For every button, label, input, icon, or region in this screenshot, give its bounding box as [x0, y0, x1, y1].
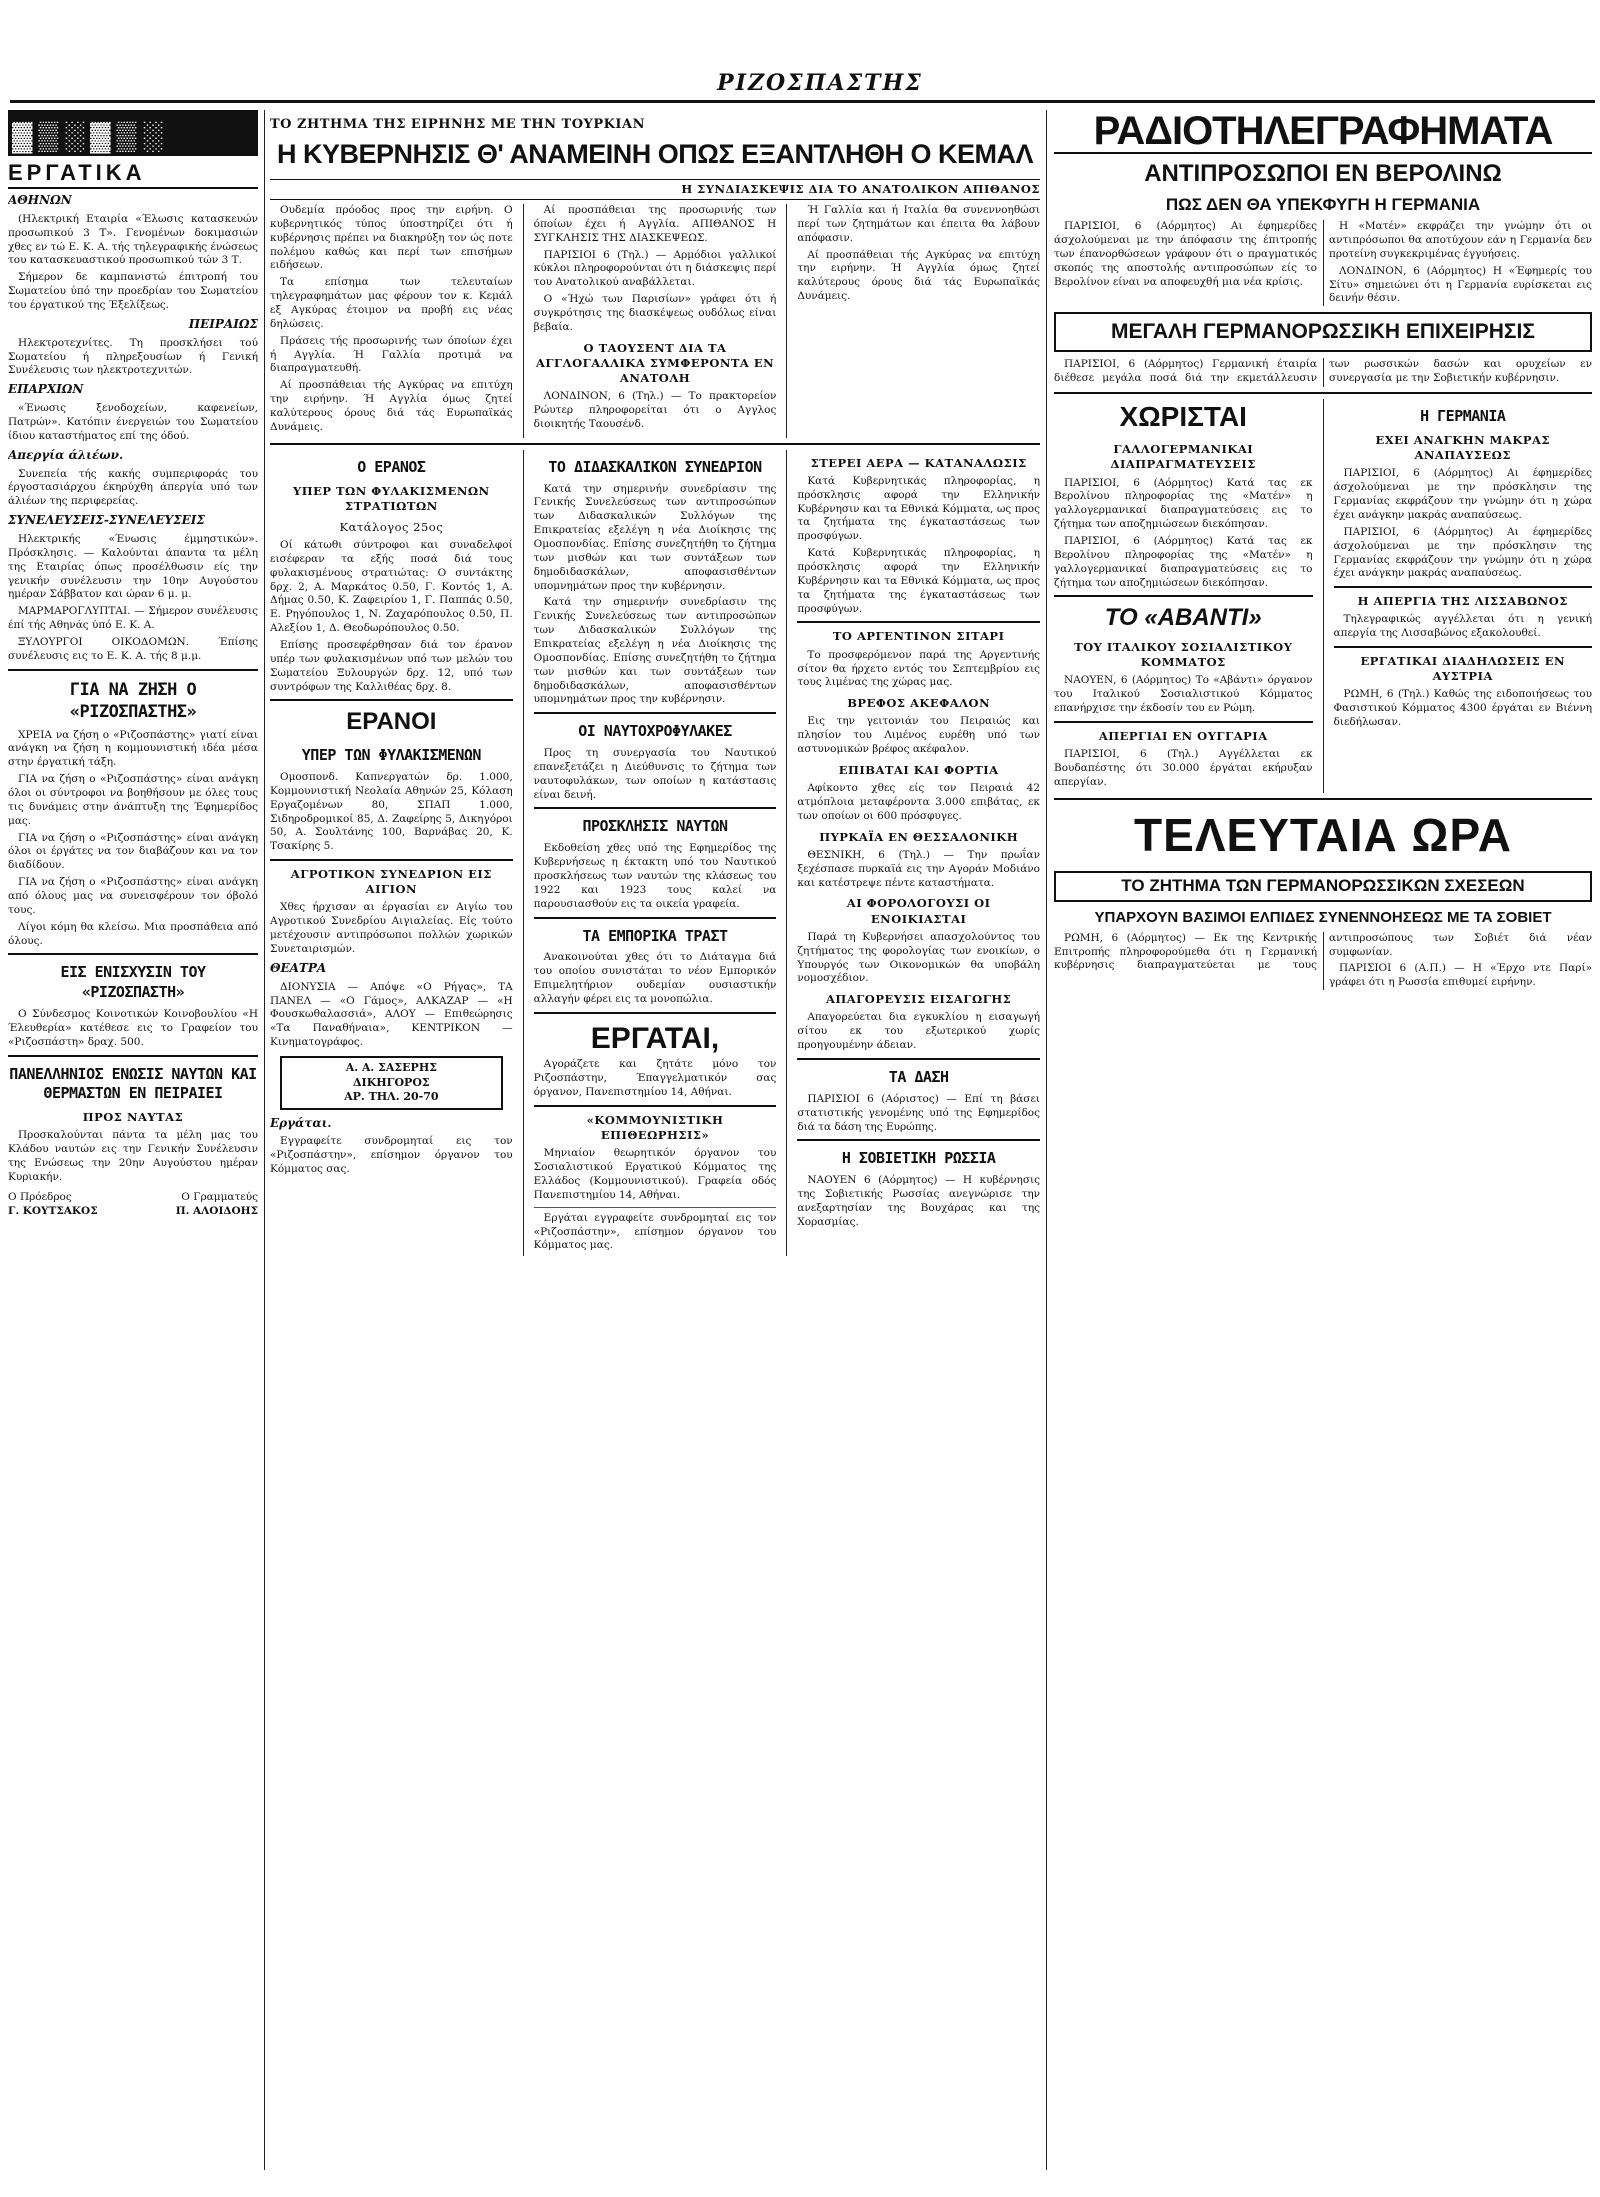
main-kicker: ΤΟ ΖΗΤΗΜΑ ΤΗΣ ΕΙΡΗΝΗΣ ΜΕ ΤΗΝ ΤΟΥΡΚΙΑΝ [270, 117, 645, 132]
eranos-text-2: Επίσης προσεφέρθησαν διά τον έρανον υπέρ των φυλακισμένων υπό των μελών του Σωματείου Ξυλουργών δρχ. 12, υπό των συντρόφων της Καλλιθέας δρχ. 8. [270, 639, 513, 693]
emporiki-title: ΤΑ ΕΜΠΟΡΙΚΑ ΤΡΑΣΤ [582, 926, 728, 945]
column-ergatika [8, 110, 258, 2180]
gia-text-5: Λίγοι κόμη θα κλείσω. Μια προσπάθεια από όλους. [8, 920, 258, 947]
athinon-text-2: Σήμερον δε καμπανιστώ έπιτροπή του Σωματείου ύπό την προεδρίαν του Σωματείου του έργατικού της Έξελίξεως. [8, 271, 258, 312]
column-rule [1046, 110, 1047, 2170]
panellinios-sub: ΠΡΟΣ ΝΑΥΤΑΣ [82, 1110, 184, 1125]
teleutaia-text-2: ΠΑΡΙΣΙΟΙ 6 (Α.Π.) — Η «Έρχο ντε Παρί» γράφει ότι η Ρωσσία επιθυμεί ειρήνην. [1329, 962, 1592, 989]
teleutaia-sub: ΤΟ ΖΗΤΗΜΑ ΤΩΝ ΓΕΡΜΑΝΟΡΩΣΣΙΚΩΝ ΣΧΕΣΕΩΝ [1121, 876, 1525, 896]
eranos-text: Οί κάτωθι σύντροφοι και συναδελφοί εισέφεραν τα εξής ποσά διά τους φυλακισμένους στρατιώτας: Ο συντάκτης δρχ. 2, Α. Μαρκάτος 0.50, Γ. Κοντός 1, Α. Δήμας 0.50, Κ. Ζαφειρίου 1, Γ. Παππάς 0.50, Ε. Ρηγόπουλος 1, Ν. Ζαχαρόπουλος 0.50, Π. Αλεξίου 1, Δ. Θεοδωρόπουλος 0.50. [270, 539, 513, 635]
divider [1334, 646, 1593, 648]
pyrkagia-title: ΠΥΡΚΑΪΑ ΕΝ ΘΕΣΣΑΛΟΝΙΚΗ [819, 829, 1019, 844]
eparxion-text: «Ένωσις ξενοδοχείων, καφενείων, Πατρών». Κατόπιν ένεργειών του Σωματείου ίδιου καταστήματος επί της όδού. [8, 402, 258, 442]
lead-h: Ή Γαλλία και ή Ιταλία θα συνεννοηθώσι περί των ζητημάτων και έπειτα θα λάβουν απόφασιν. [797, 203, 1040, 244]
teleutaia-box [1054, 871, 1592, 901]
signature-right [176, 1191, 258, 1219]
column-radiotilegrafimata [1054, 110, 1592, 2180]
apergia-label: Απεργία άλιέων. [8, 447, 124, 462]
divider [1054, 798, 1592, 800]
lead-d: Ο «Ήχώ των Παρισίων» γράφει ότι ή συγκρότησις της διασκέψεως ουδόλως είναι βεβαία. [533, 293, 777, 333]
apergia-ouggaria-text: ΠΑΡΙΣΙΟΙ, 6 (Τηλ.) Αγγέλλεται εκ Βουδαπέστης ότι 30.000 έργάται εκήρυξαν απεργίαν. [1054, 748, 1313, 788]
peiraios-text: Ηλεκτροτεχνίτες. Τη προσκλήσει τού Σωματείου ή πληρεξουσίων ή Γενική Συνέλευσις των ηλεκτροτεχνιτών. [8, 336, 258, 377]
gia-na-zisi-headline: ΓΙΑ ΝΑ ΖΗΣΗ Ο «ΡΙΖΟΣΠΑΣΤΗΣ» [69, 679, 197, 723]
syneleuseis-label: ΣΥΝΕΛΕΥΣΕΙΣ-ΣΥΝΕΛΕΥΣΕΙΣ [8, 513, 205, 528]
divider [797, 1058, 1040, 1060]
divider [8, 1055, 258, 1057]
ergatai-label: Εργάται. [270, 1115, 332, 1130]
ergatikai-text: ΡΩΜΗ, 6 (Τηλ.) Καθώς της ειδοποιήσεως του Φασιστικού Κόμματος 4300 έργάται εν Βιέννη διεδήλωσαν. [1333, 688, 1592, 729]
subcol-syndesmos [534, 450, 777, 1257]
column-rule [523, 450, 524, 1257]
germania-text: ΠΑΡΙΣΙΟΙ, 6 (Αόρμητος) Αι έφημερίδες άσχολούμεναι με την πρόσκλησιν της Γερμανίας εκφράζουν την γνώμην ότι η χώρα έχει ανάγκην μακράς αναπαύσεως. [1333, 467, 1592, 521]
teleutaia-story [1054, 932, 1592, 990]
epivatai-text: Αφίκοντο χθες είς τον Πειραιά 42 ατμόπλοια μεταφέροντα 3.000 επιβάτας, εκ των οποίων οι 600 πρόσφυγες. [797, 782, 1040, 822]
germania-text-2: ΠΑΡΙΣΙΟΙ, 6 (Αόρμητος) Αι έφημερίδες άσχολούμεναι με την πρόσκλησιν της Γερμανίας εκφράζουν την γνώμην ότι η χώρα έχει ανάγκην μακράς αναπαύσεως. [1333, 525, 1592, 580]
nautoxr-text: Προς τη συνεργασία του Ναυτικού επανεξετάζει η Διεύθυνσις το ζήτημα των ναυτοφυλάκων, των οποίων η κατάστασις είναι δεινή. [533, 747, 777, 801]
syndesmos-text-2: Κατά την σημερινήν συνεδρίασιν της Γενικής Συνελεύσεως των αντιπροσώπων των Διδασκαλικών Συλλόγων της Επικρατείας εξελέγη η νέα Διοίκησις της Ομοσπονδίας. Επίσης συνεζητήθη το ζήτημα των μισθών και των συντάξεων των δημοδιδασκάλων, αποφασισθέντων υπομνημάτων προς την κυβέρνησιν. [533, 596, 777, 706]
ergatai-foot: Εργάται εγγραφείτε συνδρομηταί εις τον «Ριζοσπάστην», επίσημον όργανον του Κόμματος μας. [533, 1211, 777, 1252]
ergatai-big-title: ΕΡΓΑΤΑΙ, [590, 1021, 720, 1055]
berlin-text: ΠΑΡΙΣΙΟΙ, 6 (Αόρμητος) Αι έφημερίδες άσχολούμεναι με την άπόφασιν της έπιτροπής των έπανορθώσεων γράφουν ότι ο πραγματικός σκοπός της αποστολής αντιπροσώπων είς το Βερολίνον είναι να αποφευχθή μια νέα κρίσις. [1054, 220, 1317, 288]
apergia-ouggaria-title: ΑΠΕΡΓΙΑΙ ΕΝ ΟΥΓΓΑΡΙΑ [1098, 728, 1268, 743]
theatra-text: ΔΙΟΝΥΣΙΑ — Απόψε «Ο Ρήγας», ΤΑ ΠΑΝΕΛ — «Ο Γάμος», ΑΛΚΑΖΑΡ — «Η Φουσκωθαλασσιά», ΑΛΟΥ — Επιθεώρησις «Τα Παναθήναια», ΚΕΝΤΡΙΚΟΝ — Κινηματογράφος. [270, 980, 513, 1049]
megali-story [1054, 358, 1592, 387]
syneleuseis-text: Ηλεκτρικής «Ένωσις έμμηστικών». Πρόσκλησις. — Καλούνται άπαντα τα μέλη της Εταιρίας όπως προσέλθωσιν είς την γενικήν συνέλευσιν την 10ην Αυγούστου ημέραν Σάββατον και ώραν 6 μ. μ. [8, 532, 258, 601]
argentinon-title: ΤΟ ΑΡΓΕΝΤΙΝΟΝ ΣΙΤΑΡΙ [832, 629, 1005, 644]
agrotikon-text: Χθες ήρχισαν αι έργασίαι εν Αιγίω του Αγροτικού Συνεδρίου Αιγιαλείας. Είς τούτο μετέχουσιν αντιπρόσωποι πολλών χωρικών Συνεταιρισμών. [270, 901, 513, 956]
xoristai-text-2: ΠΑΡΙΣΙΟΙ, 6 (Αόρμητος) Κατά τας εκ Βερολίνου πληροφορίας της «Ματέν» η γαλλογερμανικαί διαπραγματεύσεις εις το ζήτημα των αποζημιώσεων διεκόπησαν. [1054, 534, 1313, 589]
divider [534, 1207, 777, 1208]
eranoi-title: ΕΡΑΝΟΙ [346, 708, 437, 736]
main-subhead: Η ΣΥΝΔΙΑΣΚΕΨΙΣ ΔΙΑ ΤΟ ΑΝΑΤΟΛΙΚΟΝ ΑΠΙΘΑΝΟΣ [270, 179, 1040, 200]
eranoi-sub: ΥΠΕΡ ΤΩΝ ΦΥΛΑΚΙΣΜΕΝΩΝ [301, 746, 481, 765]
kommounistiki-text: Μηνιαίον θεωρητικόν όργανον του Σοσιαλιστικού Εργατικού Κόμματος της Ελλάδος (Κομμουνιστικού). Γραφεία οδός Πανεπιστημίου 14, Αθήναι. [533, 1147, 777, 1201]
column-rule [786, 204, 787, 438]
lead-f: Πράσεις τής προσωρινής των όποίων έχει ή Αγγλία. Ή Γαλλία προτιμά να διαπραγματευθή. [270, 334, 513, 375]
syndesmos-text: Κατά την σημερινήν συνεδρίασιν της Γενικής Συνελεύσεως των αντιπροσώπων των Διδασκαλικών Συλλόγων της Επικρατείας εξελέγη η νέα Διοίκησις της Ομοσπονδίας. Επίσης συνεζητήθη το ζήτημα των μισθών και των συντάξεων των δημοδιδασκάλων, αποφασισθέντων υπομνημάτων προς την κυβέρνησιν. [533, 482, 777, 592]
foroloyisis-text: Παρά τη Κυβερνήσει απασχολούντος του ζητήματος της φορολογίας των ενοικίων, ο Υπουργός των Οικονομικών θα υποβάλη νομοσχέδιον. [797, 930, 1040, 985]
divider [8, 953, 258, 955]
panellinios-text: Προσκαλούνται πάντα τα μέλη μας του Κλάδου ναυτών εις την Γενικήν Συνέλευσιν της Ενώσεως την 20ην Αυγούστου ημέραν Κυριακήν. [8, 1129, 258, 1183]
signature-left-role: Ο Πρόεδρος [8, 1190, 72, 1203]
abanti-title: ΤΟ «ΑΒΑΝΤΙ» [1104, 604, 1262, 632]
prosklisis-title: ΠΡΟΣΚΛΗΣΙΣ ΝΑΥΤΩΝ [582, 817, 728, 836]
ergatai-text: Εγγραφείτε συνδρομηταί εις τον «Ριζοσπάστην», επίσημον όργανον του Κόμματος σας. [270, 1135, 513, 1176]
sovietiki-title: Η ΣΟΒΙΕΤΙΚΗ ΡΩΣΣΙΑ [841, 1149, 996, 1168]
lead-e2: ΛΟΝΔΙΝΟΝ, 6 (Τηλ.) — Το πρακτορείον Ρώυτερ πληροφορείται ότι ο Αγγλος διοικητής Ταουσένδ. [533, 390, 777, 430]
enisxysi-text: Ο Σύνδεσμος Κοινοτικών Κοινοβουλίου «Η Έλευθερία» κατέθεσε εις το Γραφείον του «Ριζοσπάστη» δραχ. 500. [8, 1008, 258, 1048]
pyrkagia-text: ΘΕΣΝΙΚΗ, 6 (Τηλ.) — Την πρωΐαν ξεχέσπασε πυρκαϊά εις την Αγοράν Μοδιάνο και κατέστρεψε πέντε καταστήματα. [797, 848, 1040, 889]
lead-col-b [534, 204, 777, 438]
divider [8, 669, 258, 671]
signature-right-name: Π. ΑΛΟΙΔΟΗΣ [175, 1204, 258, 1217]
theatra-label: ΘΕΑΤΡΑ [270, 960, 327, 975]
ad-role: ΔΙΚΗΓΟΡΟΣ [353, 1075, 430, 1089]
eranos-sub: ΥΠΕΡ ΤΩΝ ΦΥΛΑΚΙΣΜΕΝΩΝ ΣΤΡΑΤΙΩΤΩΝ [293, 483, 490, 513]
lead-col-a [270, 204, 513, 438]
column-rule [1323, 399, 1324, 793]
divider [797, 621, 1040, 623]
gia-text-2: ΓΙΑ να ζήση ο «Ριζοσπάστης» είναι ανάγκη όλοι οι σύντροφοι να βοηθήσουν με όλες τους τις δυνάμεις στην άνάπτυξη της Έφημερίδος μας. [8, 773, 258, 827]
lead-b: Τα επίσημα των τελευταίων τηλεγραφημάτων μας φέρουν τον κ. Κεμάλ εξ Αγκύρας έτοιμον να προβή εις νέας δηλώσεις. [270, 276, 513, 330]
berlin-text-3: ΛΟΝΔΙΝΟΝ, 6 (Αόρμητος) Η «Έφημερίς του Σίτυ» σημειώνει ότι η Γερμανία ευρίσκεται εις δεινήν θέσιν. [1329, 264, 1592, 305]
apergia-thess-title: Η ΑΠΕΡΓΙΑ ΤΗΣ ΛΙΣΣΑΒΩΝΟΣ [1357, 594, 1568, 609]
lawyer-ad [280, 1056, 503, 1110]
main-lead-columns [270, 204, 1040, 438]
germania-title: Η ΓΕΡΜΑΝΙΑ [1420, 407, 1506, 426]
apergia-text: Συνεπεία τής κακής συμπεριφοράς του έργοστασιάρχου έκηρύχθη άπεργία υπό των άλιέων της περιφερείας. [8, 467, 258, 508]
sterei-text-2: Κατά Κυβερνητικάς πληροφορίας, η πρόσκλησις αφορά την Ελληνικήν Κυβέρνησιν και τα Εθνικά Κόμματα, ως προς τα ζητήματα της έγκαταστάσεως των προσφύγων. [797, 547, 1040, 615]
column-main [270, 110, 1040, 2180]
lead-c: Αί προσπάθειαι της προσωρινής των όποίων έχει ή Αγγλία. ΑΠΙΘΑΝΟΣ Η ΣΥΓΚΛΗΣΙΣ ΤΗΣ ΔΙΑΣΚΕΨΕΩΣ. [533, 203, 777, 244]
peiraios-label: ΠΕΙΡΑΙΩΣ [188, 316, 258, 331]
eranoi-text: Ομοσπονδ. Καπνεργατών δρ. 1.000, Κομμουνιστική Νεολαία Αθηνών 25, Κόλαση Εργαζομένων 80, ΣΠΑΠ 1.000, Σιδηροδρομικοί 85, Δ. Ζαφείρης 5, Δικηγόροι 50, Α. Σουλτάνης 100, Βαρνάβας 20, Κ. Τσακίρης 5. [270, 770, 513, 853]
eranos-title: Ο ΕΡΑΝΟΣ [357, 457, 426, 476]
eranos-list-label: Κατάλογος 25ος [339, 519, 444, 534]
lead-col-c [797, 204, 1040, 438]
col4-right [1334, 399, 1593, 793]
syndesmos-title: ΤΟ ΔΙΔΑΣΚΑΛΙΚΟΝ ΣΥΝΕΔΡΙΟΝ [548, 457, 762, 476]
xoristai-sub: ΓΑΛΛΟΓΕΡΜΑΝΙΚΑΙ ΔΙΑΠΡΑΓΜΑΤΕΥΣΕΙΣ [1110, 442, 1256, 472]
athinon-label: ΑΘΗΝΩΝ [8, 193, 72, 208]
lead-g-2: Αί προσπάθειαι τής Αγκύρας να επιτύχη την ειρήνην. Ή Αγγλία όμως ζητεί καλύτερους όρους διά τάς Ευρωπαϊκάς Δυνάμεις. [797, 248, 1040, 303]
radiotel-sub2: ΠΩΣ ΔΕΝ ΘΑ ΥΠΕΚΦΥΓΗ Η ΓΕΡΜΑΝΙΑ [1165, 194, 1481, 214]
masthead-title: ΡΙΖΟΣΠΑΣΤΗΣ [717, 70, 923, 96]
lead-c2: ΠΑΡΙΣΙΟΙ 6 (Τηλ.) — Αρμόδιοι γαλλικοί κύκλοι πληροφορούνται ότι η διάσκεψις περί του Ανατολικού αναβάλλεται. [533, 248, 777, 289]
argentinon-text: Το προσφερόμενον παρά της Αργεντινής σίτον θα ήρχετο εντός του Σεπτεμβρίου εις τους λιμένας της χώρας μας. [797, 648, 1040, 689]
prosklisis-text: Εκδοθείση χθες υπό της Εφημερίδος της Κυβερνήσεως η έκτακτη υπό του Ναυτικού προσκλήσεως των ναυτών της κλάσεως του 1922 και 1923 τους καλεί να παρουσιασθούν εις τα οικεία γραφεία. [533, 842, 777, 910]
apagoreusis-text: Απαγορεύεται δια εγκυκλίου η εισαγωγή σίτου εκ του εξωτερικού χωρίς προηγουμένην άδειαν. [797, 1011, 1040, 1052]
ad-addr: ΑΡ. ΤΗΛ. 20-70 [344, 1090, 439, 1104]
emporiki-text: Ανακοινούται χθες ότι το Διάταγμα διά του οποίου συνιστάται το νέον Εμπορικόν Επιμελητήριον ουδεμίαν ουσιαστικήν αλλαγήν φέρει εις τα μονοπώλια. [533, 951, 777, 1005]
divider [1054, 392, 1592, 394]
germania-sub: ΕΧΕΙ ΑΝΑΓΚΗΝ ΜΑΚΡΑΣ ΑΝΑΠΑΥΣΕΩΣ [1375, 433, 1551, 463]
signatures [8, 1191, 258, 1219]
divider [534, 1012, 777, 1014]
marmaroglyptai-text: ΜΑΡΜΑΡΟΓΛΥΠΤΑΙ. — Σήμερον συνέλευσις έπί τής Αθηνάς ύπό Ε. Κ. Α. [8, 605, 258, 632]
apergia-thess-text: Τηλεγραφικώς αγγέλλεται ότι η γενική απεργία της Λισσαβώνος εξακολουθεί. [1333, 613, 1592, 640]
dasi-text: ΠΑΡΙΣΙΟΙ 6 (Αόριστος) — Επί τη βάσει στατιστικής γενομένης υπό της Εφημερίδος διά τα δάση της Ευρώπης. [797, 1092, 1040, 1133]
sterei-title: ΣΤΕΡΕΙ ΑΕΡΑ — ΚΑΤΑΝΑΛΩΣΙΣ [810, 455, 1027, 470]
column-rule [264, 110, 265, 2170]
ergatai-big-text: Αγοράζετε και ζητάτε μόνο τον Ριζοσπάστην, Έπαγγελματικόν σας όργανον, Πανεπιστημίου 14, Αθήναι. [533, 1058, 777, 1099]
divider [1054, 595, 1313, 597]
gia-text-4: ΓΙΑ να ζήση ο «Ριζοσπάστης» είναι ανάγκη από όλους μας να συνεισφέρουν τον όβολό τους. [8, 876, 258, 916]
lower-columns [270, 450, 1040, 1257]
eparxion-label: ΕΠΑΡΧΙΩΝ [8, 382, 84, 397]
masthead-rule [10, 100, 1595, 103]
divider [270, 443, 1040, 445]
lead-a: Ουδεμία πρόοδος προς την ειρήνη. Ο κυβερνητικός τύπος ύποστηρίζει ότι ή κυβέρνησις πρέπει να διακηρύξη τον ώς ποτε πολέμου καθώς και περί των επισήμων ειδήσεων. [270, 203, 513, 272]
logo-art-icon: ▓▒░▓▒░ [12, 120, 169, 151]
column-rule [523, 204, 524, 438]
signature-right-role: Ο Γραμματεύς [181, 1190, 258, 1203]
kommounistiki-title: «ΚΟΜΜΟΥΝΙΣΤΙΚΗ ΕΠΙΘΕΩΡΗΣΙΣ» [586, 1112, 724, 1143]
divider [534, 917, 777, 919]
nautoxr-title: ΟΙ ΝΑΥΤΟΧΡΟΦΥΛΑΚΕΣ [578, 722, 732, 741]
xoristai-title: ΧΩΡΙΣΤΑΙ [1119, 401, 1247, 433]
divider [534, 1105, 777, 1107]
prefos-title: ΒΡΕΦΟΣ ΑΚΕΦΑΛΟΝ [847, 696, 991, 711]
subcol-eranos [270, 450, 513, 1257]
divider [270, 859, 513, 861]
main-headline: Η ΚΥΒΕΡΝΗΣΙΣ Θ' ΑΝΑΜΕΙΝΗ ΟΠΩΣ ΕΞΑΝΤΛΗΘΗ Ο ΚΕΜΑΛ [276, 139, 1034, 170]
abanti-text: ΝΑΟΥΕΝ, 6 (Αόρμητος) Το «Αβάντι» όργανον του Ιταλικού Σοσιαλιστικού Κόμματος επανήρχισε την έκδοσίν του εν Ρώμη. [1054, 674, 1313, 715]
megali-box [1054, 312, 1592, 352]
lead-e: Ο ΤΑΟΥΣΕΝΤ ΔΙΑ ΤΑ ΑΓΓΛΟΓΑΛΛΙΚΑ ΣΥΜΦΕΡΟΝΤΑ ΕΝ ΑΝΑΤΟΛΗ [535, 340, 775, 386]
xoristai-text: ΠΑΡΙΣΙΟΙ, 6 (Αόρμητος) Κατά τας εκ Βερολίνου πληροφορίας της «Ματέν» η γαλλογερμανικαί διαπραγματεύσεις εις το ζήτημα των αποζημιώσεων διεκόπησαν. [1054, 476, 1313, 531]
divider [270, 699, 513, 701]
teleutaia-title: ΤΕΛΕΥΤΑΙΑ ΩΡΑ [1134, 808, 1512, 861]
col4-split [1054, 399, 1592, 793]
signature-left-name: Γ. ΚΟΥΤΣΑΚΟΣ [8, 1204, 98, 1217]
gia-text-1: ΧΡΕΙΑ να ζήση ο «Ριζοσπάστης» γιατί είναι ανάγκη να ζήση η κομμουνιστική ιδέα μέσα στην έργατική τάξη. [8, 728, 258, 769]
teleutaia-sub2: ΥΠΑΡΧΟΥΝ ΒΑΣΙΜΟΙ ΕΛΠΙΔΕΣ ΣΥΝΕΝΝΟΗΣΕΩΣ ΜΕ ΤΑ ΣΟΒΙΕΤ [1094, 908, 1552, 926]
signature-left [8, 1191, 98, 1219]
masthead [0, 0, 1600, 108]
column-rule [786, 450, 787, 1257]
foroloyisis-title: ΑΙ ΦΟΡΟΛΟΓΟΥΣΙ ΟΙ ΕΝΟΙΚΙΑΣΤΑΙ [846, 896, 991, 926]
apagoreusis-title: ΑΠΑΓΟΡΕΥΣΙΣ ΕΙΣΑΓΩΓΗΣ [825, 992, 1012, 1007]
gia-text-3: ΓΙΑ να ζήση ο «Ριζοσπάστης» είναι ανάγκη όλοι οι έργάτες να τον διαβάζουν και να τον διαδίδουν. [8, 831, 258, 872]
ergatika-logo-art [8, 110, 258, 156]
berlin-story [1054, 220, 1592, 306]
divider [534, 807, 777, 809]
divider [534, 712, 777, 714]
athinon-text: (Ηλεκτρική Εταιρία «Έλωσις κατασκευών προσωπικού 3 Τ». Γενομένων δοκιμασιών χθες εν τώ Ε. Κ. Α. τής τηλεγραφικής ένώσεως του κατασκευαστικού προσωπικού τών 3 Τ. [8, 212, 258, 267]
enisxysi-title: ΕΙΣ ΕΝΙΣΧΥΣΙΝ ΤΟΥ «ΡΙΖΟΣΠΑΣΤΗ» [60, 963, 206, 1002]
panellinios-title: ΠΑΝΕΛΛΗΝΙΟΣ ΕΝΩΣΙΣ ΝΑΥΤΩΝ ΚΑΙ ΘΕΡΜΑΣΤΩΝ ΕΝ ΠΕΙΡΑΙΕΙ [9, 1064, 257, 1103]
abanti-sub: ΤΟΥ ΙΤΑΛΙΚΟΥ ΣΟΣΙΑΛΙΣΤΙΚΟΥ ΚΟΜΜΑΤΟΣ [1074, 640, 1293, 670]
ergatikai-title: ΕΡΓΑΤΙΚΑΙ ΔΙΑΔΗΛΩΣΕΙΣ ΕΝ ΑΥΣΤΡΙΑ [1360, 654, 1566, 684]
radiotel-header: ΡΑΔΙΟΤΗΛΕΓΡΑΦΗΜΑΤΑ [1054, 110, 1592, 154]
ad-name: Α. Α. ΣΑΣΕΡΗΣ [345, 1061, 437, 1074]
dasi-title: ΤΑ ΔΑΣΗ [888, 1068, 949, 1086]
lead-g: Αί προσπάθειαι τής Αγκύρας να επιτύχη την ειρήνην. Ή Αγγλία όμως ζητεί καλύτερους όρους διά τάς Ευρωπαϊκάς Δυνάμεις. [270, 379, 513, 433]
xyloyrgoi-text: ΞΥΛΟΥΡΓΟΙ ΟΙΚΟΔΟΜΩΝ. Έπίσης συνέλευσις εις το Ε. Κ. Α. τής 8 μ.μ. [8, 635, 258, 662]
section-logo: ΕΡΓΑΤΙΚΑ [8, 158, 258, 189]
divider [797, 1139, 1040, 1141]
berlin-text-2: Η «Ματέν» εκφράζει την γνώμην ότι οι αντιπρόσωποι θα αποτύχουν εάν η Γερμανία δεν προτείνη συγκεκριμένας έγγυήσεις. [1329, 220, 1592, 260]
teleutaia-text: ΡΩΜΗ, 6 (Αόρμητος) — Εκ της Κεντρικής Επιτροπής πληροφορούμεθα ότι η Γερμανική κυβέρνησις διαπραγματεύεται με τους αντιπροσώπους των Σοβιέτ διά νέαν συμφωνίαν. [1054, 931, 1592, 972]
subcol-sterei [797, 450, 1040, 1257]
sovietiki-text: ΝΑΟΥΕΝ 6 (Αόρμητος) — Η κυβέρνησις της Σοβιετικής Ρωσσίας ανεγνώρισε την ανεξαρτησίαν της Βουχάρας και της Χορασμίας. [797, 1174, 1040, 1228]
radiotel-sub1: ΑΝΤΙΠΡΟΣΩΠΟΙ ΕΝ ΒΕΡΟΛΙΝΩ [1144, 160, 1502, 187]
prefos-text: Εις την γειτονιάν του Πειραιώς και πλησίον του Λιμένος ευρέθη υπό των αστυνομικών βρέφος ακέφαλον. [797, 715, 1040, 756]
megali-text: ΠΑΡΙΣΙΟΙ, 6 (Αόρμητος) Γερμανική έταιρία διέθεσε μεγάλα ποσά διά την εκμετάλλευσιν των ρωσσικών δασών και ορυχείων εν συνεργασία με την Σοβιετικήν κυβέρνησιν. [1054, 357, 1592, 384]
megali-title: ΜΕΓΑΛΗ ΓΕΡΜΑΝΟΡΩΣΣΙΚΗ ΕΠΙΧΕΙΡΗΣΙΣ [1111, 320, 1535, 344]
divider [1334, 586, 1593, 588]
epivatai-title: ΕΠΙΒΑΤΑΙ ΚΑΙ ΦΟΡΤΙΑ [838, 762, 999, 777]
col4-left [1054, 399, 1313, 793]
sterei-text: Κατά Κυβερνητικάς πληροφορίας, η πρόσκλησις αφορά την Ελληνικήν Κυβέρνησιν και τα Εθνικά Κόμματα, ως προς τα ζητήματα της έγκαταστάσεως των προσφύγων. [797, 474, 1040, 543]
agrotikon-title: ΑΓΡΟΤΙΚΟΝ ΣΥΝΕΔΡΙΟΝ ΕΙΣ ΑΙΓΙΟΝ [290, 867, 492, 897]
newspaper-page [8, 110, 1596, 2190]
divider [1054, 721, 1313, 723]
